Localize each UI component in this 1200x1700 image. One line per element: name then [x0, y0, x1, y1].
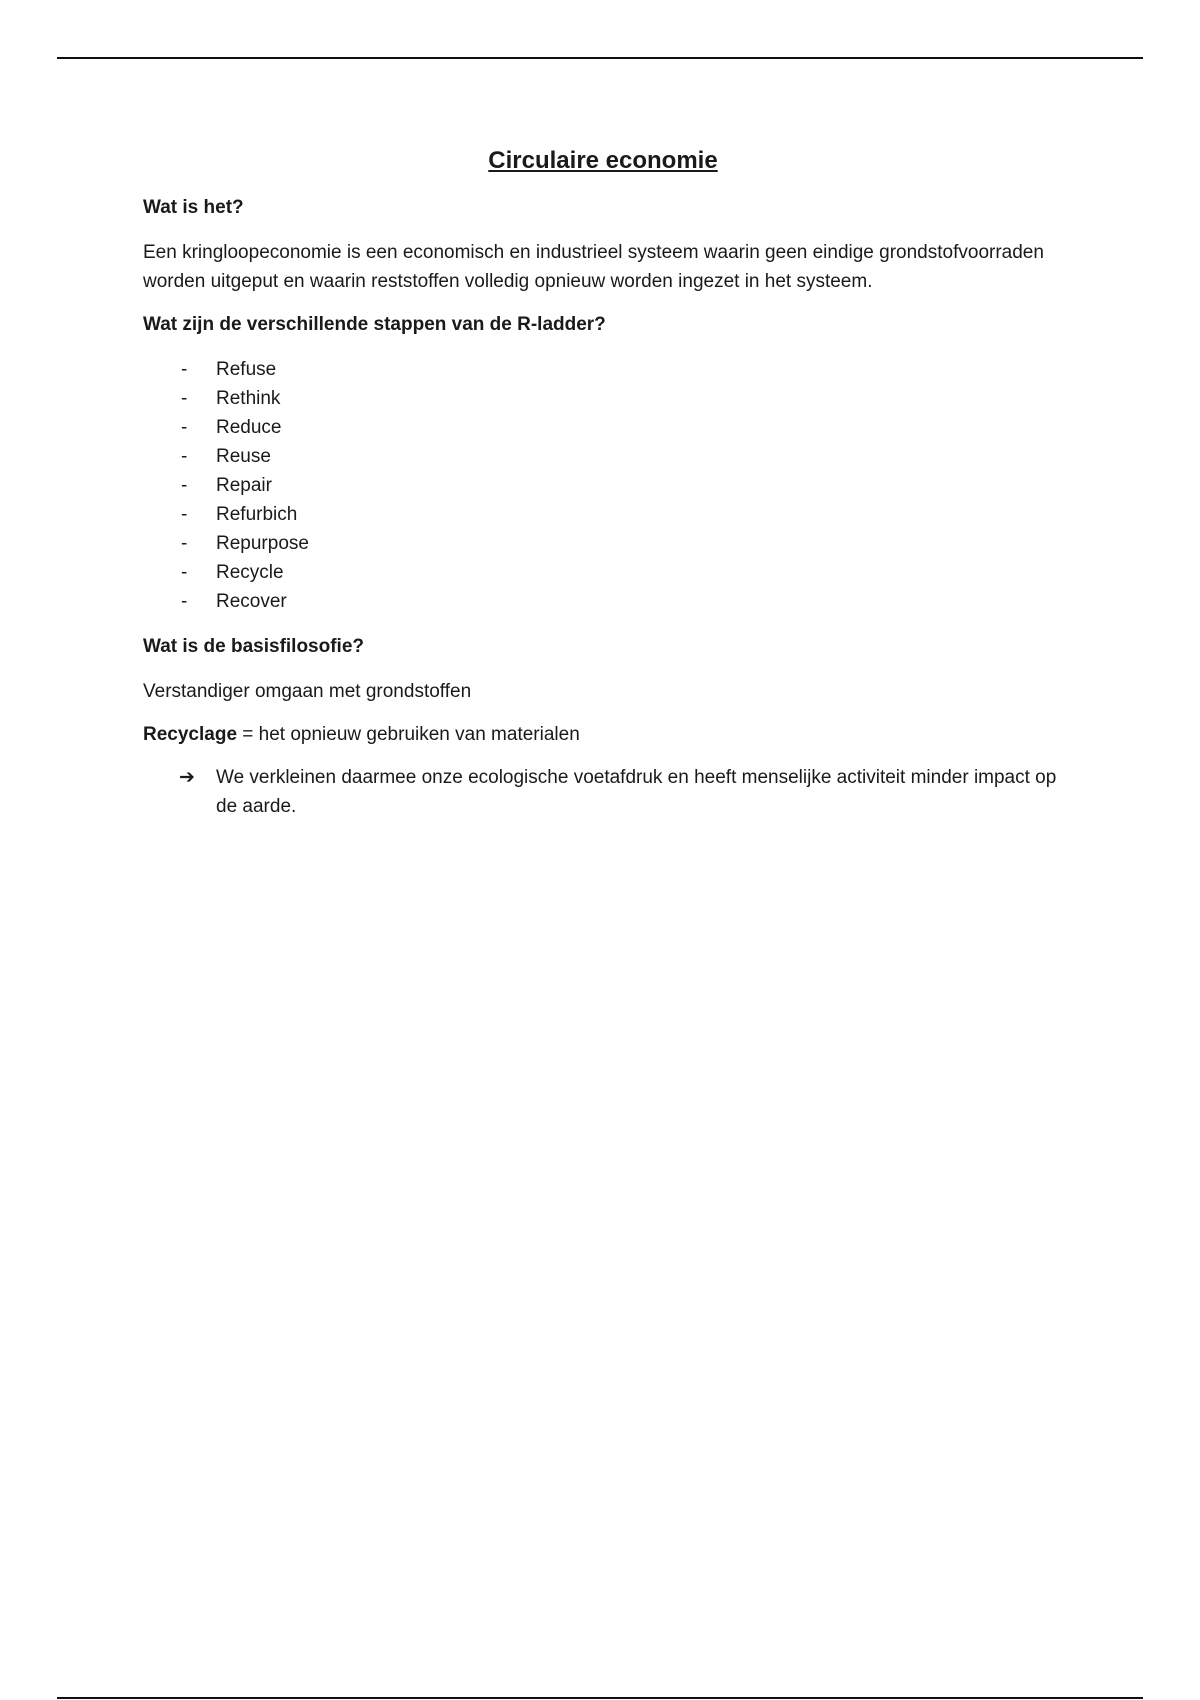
list-item	[143, 355, 1063, 384]
dash-bullet: -	[181, 359, 188, 380]
recyclage-text: = het opnieuw gebruiken van materialen	[237, 724, 580, 745]
dash-bullet: -	[181, 446, 188, 467]
section-heading-philosophy: Wat is de basisfilosofie?	[143, 636, 365, 657]
list-item-label: Reuse	[216, 446, 271, 467]
arrow-right-icon: ➔	[179, 767, 195, 788]
list-item	[143, 500, 1063, 529]
list-item	[143, 558, 1063, 587]
list-item	[143, 587, 1063, 616]
list-item	[143, 471, 1063, 500]
recyclage-definition	[143, 720, 1063, 749]
dash-bullet: -	[181, 562, 188, 583]
r-ladder-list	[143, 355, 1063, 616]
dash-bullet: -	[181, 417, 188, 438]
list-item-label: Repurpose	[216, 533, 309, 554]
dash-bullet: -	[181, 388, 188, 409]
list-item-label: Recycle	[216, 562, 284, 583]
recyclage-term: Recyclage	[143, 724, 238, 745]
section-heading-r-ladder: Wat zijn de verschillende stappen van de R-ladder?	[143, 314, 606, 335]
dash-bullet: -	[181, 533, 188, 554]
list-item-label: Refuse	[216, 359, 277, 380]
page-content	[143, 143, 1063, 821]
list-item-label: Reduce	[216, 417, 282, 438]
footer-rule	[57, 1697, 1143, 1699]
page-title: Circulaire economie	[488, 147, 718, 174]
list-item-label: Rethink	[216, 388, 281, 409]
list-item-label: Refurbich	[216, 504, 298, 525]
section-heading-what-is-it: Wat is het?	[143, 197, 244, 218]
arrow-bullet-item	[143, 763, 1063, 821]
list-item	[143, 529, 1063, 558]
header-rule	[57, 57, 1143, 59]
list-item	[143, 384, 1063, 413]
definition-paragraph: Een kringloopeconomie is een economisch en industrieel systeem waarin geen eindige grondstofvoorraden worden uitgeput en waarin reststoffen volledig opnieuw worden ingezet in het systeem.	[143, 242, 1044, 292]
list-item-label: Recover	[216, 591, 287, 612]
dash-bullet: -	[181, 591, 188, 612]
list-item	[143, 442, 1063, 471]
list-item	[143, 413, 1063, 442]
arrow-bullet-text: We verkleinen daarmee onze ecologische voetafdruk en heeft menselijke activiteit minder impact op de aarde.	[216, 767, 1057, 817]
philosophy-paragraph: Verstandiger omgaan met grondstoffen	[143, 681, 472, 702]
dash-bullet: -	[181, 475, 188, 496]
list-item-label: Repair	[216, 475, 272, 496]
dash-bullet: -	[181, 504, 188, 525]
